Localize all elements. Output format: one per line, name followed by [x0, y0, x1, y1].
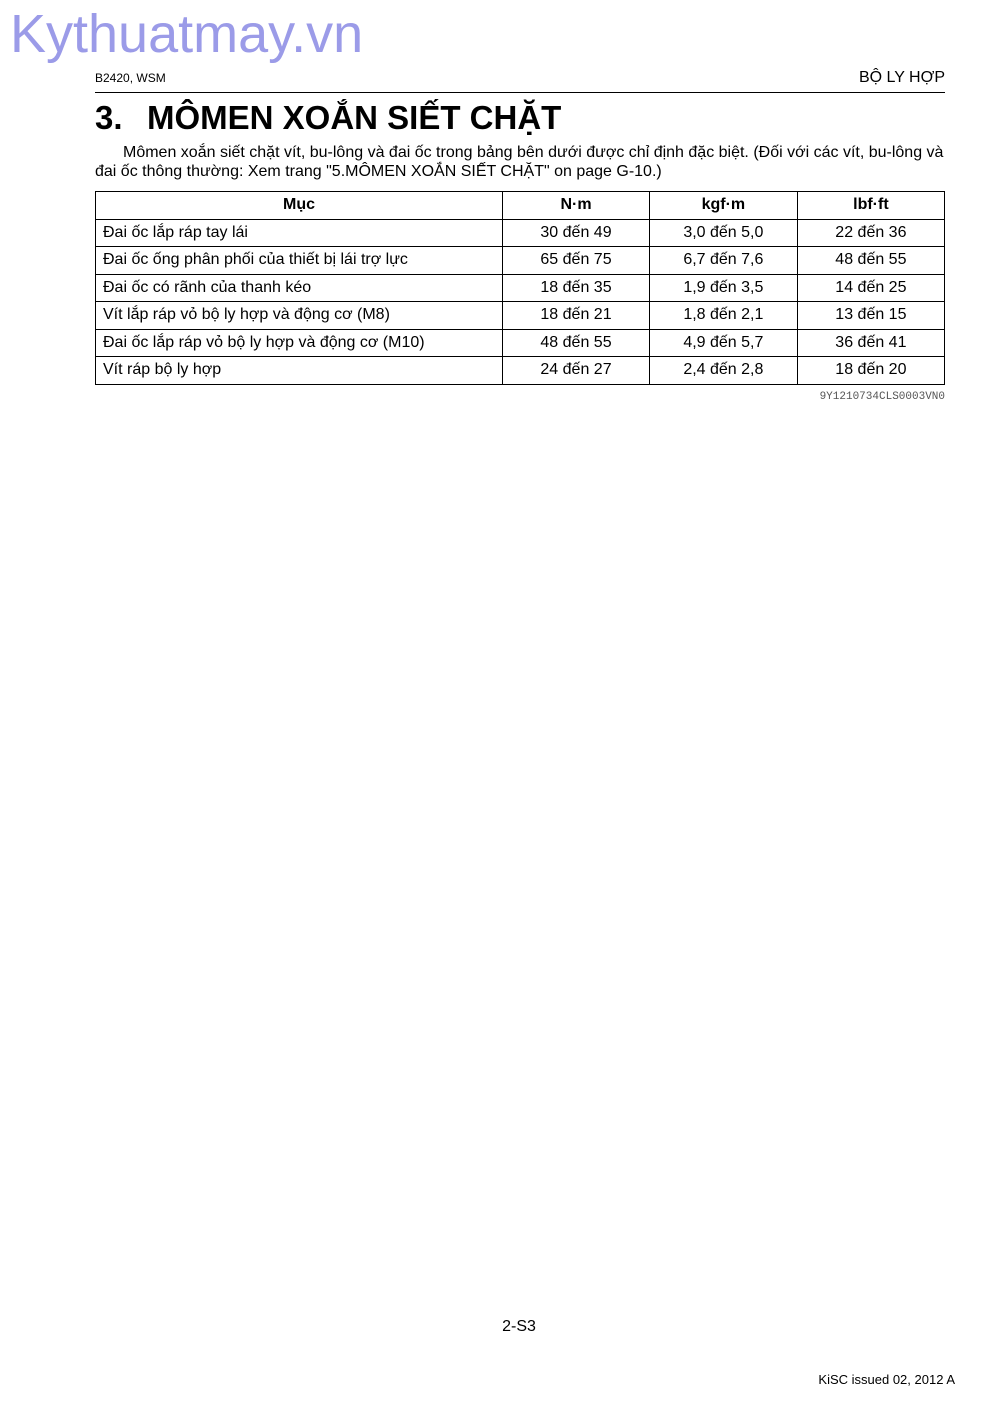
cell-item: Đai ốc ống phân phối của thiết bị lái trợ lực: [96, 247, 503, 275]
column-header-kgfm: kgf·m: [649, 192, 797, 220]
cell-kgfm: 3,0 đến 5,0: [649, 219, 797, 247]
table-row: [96, 357, 945, 385]
cell-kgfm: 1,9 đến 3,5: [649, 274, 797, 302]
cell-nm: 24 đến 27: [503, 357, 650, 385]
cell-kgfm: 1,8 đến 2,1: [649, 302, 797, 330]
section-number: 3.: [95, 99, 123, 136]
cell-kgfm: 4,9 đến 5,7: [649, 329, 797, 357]
section-title: MÔMEN XOẮN SIẾT CHẶT: [147, 99, 562, 136]
cell-kgfm: 2,4 đến 2,8: [649, 357, 797, 385]
table-header-row: [96, 192, 945, 220]
document-code: 9Y1210734CLS0003VN0: [819, 391, 945, 403]
table-row: [96, 274, 945, 302]
cell-lbfft: 14 đến 25: [797, 274, 944, 302]
footer-issue: KiSC issued 02, 2012 A: [818, 1372, 955, 1387]
column-header-item: Mục: [96, 192, 503, 220]
cell-item: Vít ráp bộ ly hợp: [96, 357, 503, 385]
watermark-logo: Kythuatmay.vn: [10, 4, 364, 64]
cell-nm: 65 đến 75: [503, 247, 650, 275]
cell-nm: 48 đến 55: [503, 329, 650, 357]
cell-nm: 18 đến 35: [503, 274, 650, 302]
header-divider: [95, 92, 945, 93]
cell-nm: 18 đến 21: [503, 302, 650, 330]
cell-item: Vít lắp ráp vỏ bộ ly hợp và động cơ (M8): [96, 302, 503, 330]
cell-lbfft: 48 đến 55: [797, 247, 944, 275]
table-row: [96, 329, 945, 357]
torque-table: [95, 191, 945, 385]
header-chapter: BỘ LY HỢP: [858, 69, 945, 86]
cell-item: Đai ốc lắp ráp vỏ bộ ly hợp và động cơ (M10): [96, 329, 503, 357]
cell-lbfft: 13 đến 15: [797, 302, 944, 330]
table-row: [96, 219, 945, 247]
cell-item: Đai ốc có rãnh của thanh kéo: [96, 274, 503, 302]
section-heading: [95, 97, 561, 139]
table-row: [96, 247, 945, 275]
cell-nm: 30 đến 49: [503, 219, 650, 247]
cell-lbfft: 36 đến 41: [797, 329, 944, 357]
column-header-nm: N·m: [503, 192, 650, 220]
cell-lbfft: 22 đến 36: [797, 219, 944, 247]
table-row: [96, 302, 945, 330]
cell-lbfft: 18 đến 20: [797, 357, 944, 385]
page-number: 2-S3: [502, 1318, 536, 1335]
column-header-lbfft: lbf·ft: [797, 192, 944, 220]
header-model: B2420, WSM: [95, 71, 166, 85]
intro-paragraph: Mômen xoắn siết chặt vít, bu-lông và đai ốc trong bảng bên dưới được chỉ định đặc biệt. (Đối với các vít, bu-lông và đai ốc thông thường: Xem trang "5.MÔMEN XOẮN SIẾT CHẶT" on page G-10.): [95, 144, 944, 180]
cell-kgfm: 6,7 đến 7,6: [649, 247, 797, 275]
cell-item: Đai ốc lắp ráp tay lái: [96, 219, 503, 247]
